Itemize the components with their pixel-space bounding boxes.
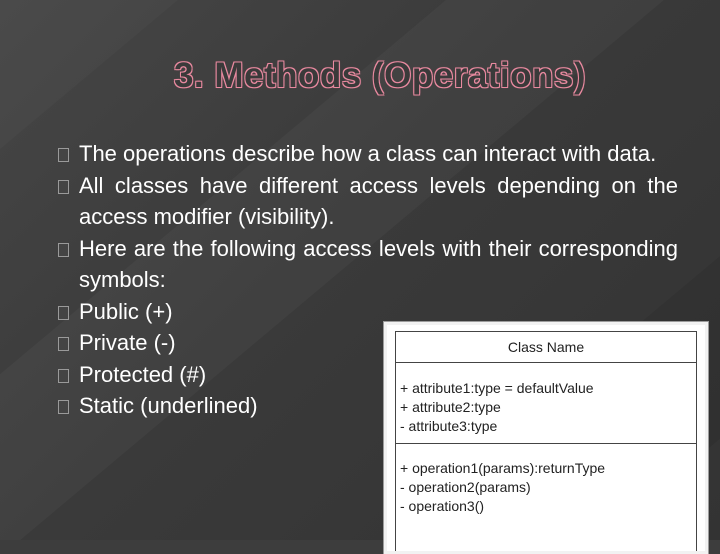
bullet-item	[58, 170, 678, 233]
uml-operations-section	[396, 444, 696, 516]
uml-class-diagram	[384, 322, 708, 554]
uml-operation: - operation2(params)	[400, 479, 531, 495]
uml-attribute: + attribute2:type	[400, 399, 501, 415]
bullet-marker-icon	[58, 148, 69, 162]
bullet-text: The operations describe how a class can interact with data.	[79, 141, 657, 166]
uml-operation: + operation1(params):returnType	[400, 460, 606, 476]
uml-operation: - operation3()	[400, 498, 485, 514]
bullet-text: Public (+)	[79, 298, 173, 324]
bullet-text: All classes have different access levels depending on the access modifier (visibility).	[79, 172, 678, 229]
bullet-marker-icon	[58, 306, 69, 320]
bullet-marker-icon	[58, 180, 69, 194]
bullet-text: Private (-)	[79, 330, 176, 355]
bullet-marker-icon	[58, 243, 69, 257]
uml-class-box	[395, 331, 697, 551]
uml-class-name: Class Name	[396, 332, 696, 363]
slide-title: 3. Methods (Operations)	[173, 56, 587, 95]
bullet-text: Static (underlined)	[79, 393, 258, 418]
bullet-text: Protected (#)	[79, 361, 207, 387]
uml-attributes-section	[396, 363, 696, 444]
uml-attribute: - attribute3:type	[400, 418, 498, 434]
bullet-marker-icon	[58, 369, 69, 383]
bullet-text: Here are the following access levels with their corresponding symbols:	[79, 235, 678, 292]
bullet-marker-icon	[58, 400, 69, 414]
bullet-item	[58, 138, 678, 170]
bullet-item	[58, 233, 678, 296]
uml-attribute: + attribute1:type = defaultValue	[400, 380, 594, 396]
bullet-marker-icon	[58, 337, 69, 351]
